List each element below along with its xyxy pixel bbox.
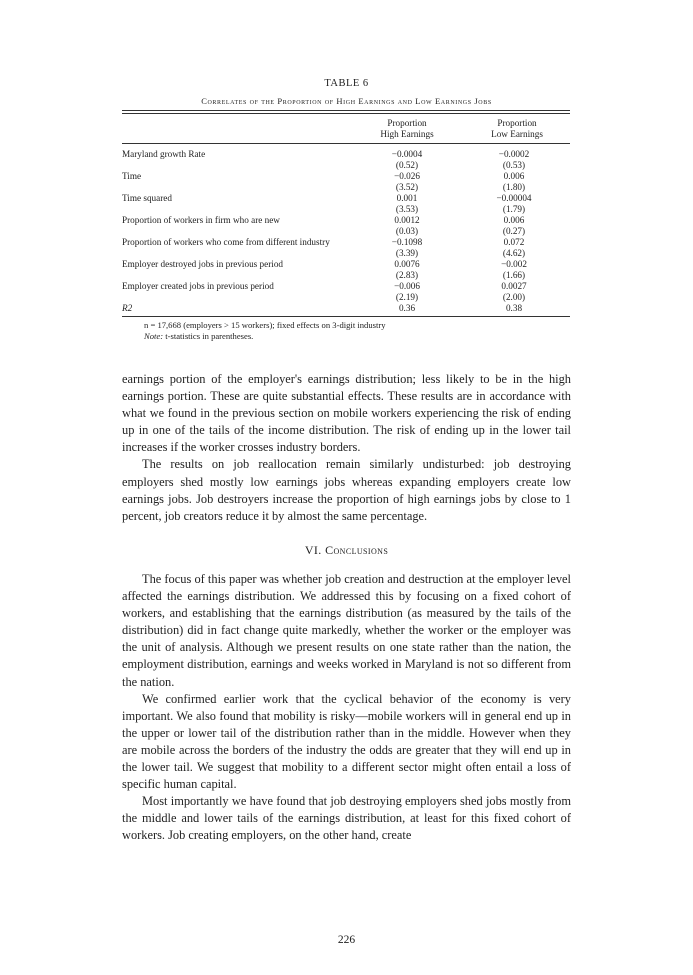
cell-high-coef: −0.1098	[391, 237, 423, 247]
paragraph: earnings portion of the employer's earnings distribution; less likely to be in the high earnings portion. These are quite substantial effects. These results are in accordance with what we found in the previous section on mobile workers experiencing the risk of ending up in one of the tails of the income distribution. The risk of ending up in the lower tail increases if the worker crosses industry borders.	[122, 372, 571, 455]
page-number: 226	[337, 934, 356, 946]
cell-high-tstat: (3.52)	[395, 182, 419, 192]
cell-high-tstat: (2.83)	[395, 270, 419, 280]
cell-low-tstat: (1.79)	[502, 204, 526, 214]
table-row-label: Maryland growth Rate	[122, 149, 206, 159]
r2-label: R2	[122, 303, 133, 313]
section-heading: VI. Conclusions	[304, 543, 389, 557]
cell-high-coef: −0.026	[394, 171, 420, 181]
table-footnote-n: n = 17,668 (employers > 15 workers); fixed effects on 3-digit industry	[144, 320, 386, 330]
cell-high-coef: 0.0076	[394, 259, 420, 269]
cell-low-tstat: (1.66)	[502, 270, 526, 280]
table-row-label: Employer created jobs in previous period	[122, 281, 274, 291]
cell-high-coef: 0.001	[396, 193, 418, 203]
table-bottom-rule	[122, 316, 570, 317]
table-row-label: Employer destroyed jobs in previous period	[122, 259, 284, 269]
cell-low-coef: 0.006	[503, 171, 525, 181]
paragraph: The focus of this paper was whether job creation and destruction at the employer level affected the earnings distribution. We addressed this by focusing on a fixed cohort of workers, and establishing that the earnings distribution (as measured by the tails of the distribution) did in fact change quite markedly, whether the worker or the employer was the unit of analysis. Although we present results on one state rather than the nation, the employment distribution, earnings and weeks worked in Maryland is not so different from the nation.	[122, 572, 571, 689]
table-title: TABLE 6	[324, 78, 369, 89]
table-row-label: Proportion of workers who come from different industry	[122, 237, 330, 247]
r2-high: 0.36	[398, 303, 416, 313]
cell-high-tstat: (2.19)	[395, 292, 419, 302]
cell-low-tstat: (0.27)	[502, 226, 526, 236]
table-row-label: Time	[122, 171, 142, 181]
cell-low-coef: 0.006	[503, 215, 525, 225]
table-top-rule	[122, 110, 570, 111]
table-top-rule-double	[122, 113, 570, 114]
cell-low-coef: 0.072	[503, 237, 525, 247]
table-caption: Correlates of the Proportion of High Earnings and Low Earnings Jobs	[201, 96, 492, 106]
cell-low-coef: −0.0002	[498, 149, 530, 159]
cell-high-coef: −0.006	[394, 281, 420, 291]
cell-high-tstat: (3.53)	[395, 204, 419, 214]
cell-high-tstat: (3.39)	[395, 248, 419, 258]
cell-high-tstat: (0.03)	[395, 226, 419, 236]
paragraph: We confirmed earlier work that the cyclical behavior of the economy is very important. We also found that mobility is risky—mobile workers will in general end up in the upper or lower tail of the distribution rather than in the middle. However when they are mobile across the borders of the industry the odds are greater that they will end up in the lower tail. We suggest that mobility to a different sector might often entail a loss of specific human capital.	[122, 691, 571, 792]
cell-low-tstat: (4.62)	[502, 248, 526, 258]
cell-low-tstat: (0.53)	[502, 160, 526, 170]
cell-high-coef: −0.0004	[391, 149, 423, 159]
col-header-low: Proportion Low Earnings	[491, 118, 543, 139]
body-text-upper	[122, 371, 571, 525]
col-header-high: Proportion High Earnings	[380, 118, 434, 139]
paragraph: The results on job reallocation remain similarly undisturbed: job destroying employers shed mostly low earnings jobs whereas expanding employers create low earnings jobs. Job destroyers increase the proportion of high earnings jobs by close to 1 percent, job creators reduce it by almost the same percentage.	[122, 457, 571, 523]
cell-low-coef: −0.00004	[496, 193, 532, 203]
table-row-label: Time squared	[122, 193, 172, 203]
cell-low-coef: −0.002	[501, 259, 527, 269]
cell-low-coef: 0.0027	[501, 281, 527, 291]
paragraph: Most importantly we have found that job destroying employers shed jobs mostly from the middle and lower tails of the earnings distribution, at least for this fixed cohort of workers. Job creating employers, on the other hand, create	[122, 794, 571, 843]
table-header-rule	[122, 143, 570, 144]
cell-low-tstat: (2.00)	[502, 292, 526, 302]
cell-low-tstat: (1.80)	[502, 182, 526, 192]
cell-high-coef: 0.0012	[394, 215, 420, 225]
cell-high-tstat: (0.52)	[395, 160, 419, 170]
table-footnote-note: Note: t-statistics in parentheses.	[144, 331, 254, 341]
table-row-label: Proportion of workers in firm who are new	[122, 215, 280, 225]
r2-low: 0.38	[505, 303, 523, 313]
body-text-lower	[122, 571, 571, 845]
